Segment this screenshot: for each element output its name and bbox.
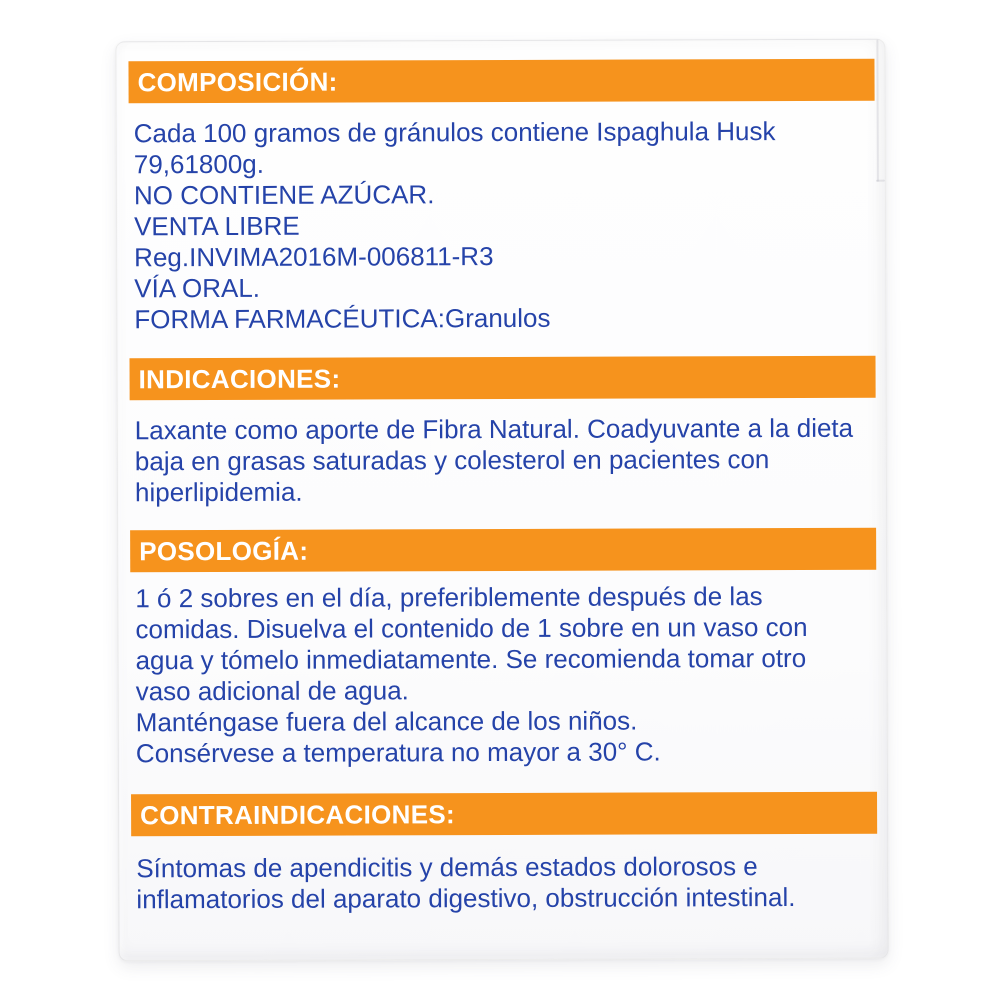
section-header-composicion xyxy=(128,59,874,104)
text-line: Síntomas de apendicitis y demás estados dolorosos e xyxy=(136,851,758,884)
section-heading-label: COMPOSICIÓN: xyxy=(137,66,338,98)
text-line: hiperlipidemia. xyxy=(134,476,303,508)
text-line: comidas. Disuelva el contenido de 1 sobre en un vaso con xyxy=(135,611,808,645)
text-line: vaso adicional de agua. xyxy=(135,675,409,707)
section-body-indicaciones xyxy=(135,413,872,509)
text-line: Reg.INVIMA2016M-006811-R3 xyxy=(134,241,494,273)
section-heading-label: CONTRAINDICACIONES: xyxy=(140,799,455,831)
section-body-posologia xyxy=(135,581,873,770)
text-line: 1 ó 2 sobres en el día, preferiblemente después de las xyxy=(135,581,763,614)
text-line: VENTA LIBRE xyxy=(133,210,300,242)
text-line: baja en grasas saturadas y colesterol en pacientes con xyxy=(134,444,770,477)
text-line: Consérvese a temperatura no mayor a 30° C. xyxy=(135,736,661,769)
text-line: Cada 100 gramos de gránulos contiene Ispaghula Husk xyxy=(133,116,776,149)
section-header-indicaciones xyxy=(130,356,876,401)
section-heading-label: POSOLOGÍA: xyxy=(139,535,309,567)
carton-flap-crease-vertical xyxy=(876,40,878,182)
text-line: inflamatorios del aparato digestivo, obstrucción intestinal. xyxy=(136,881,796,915)
section-heading-label: INDICACIONES: xyxy=(138,363,341,395)
medicine-box-back-panel xyxy=(115,39,888,962)
text-line: Manténgase fuera del alcance de los niños. xyxy=(135,705,638,738)
section-body-contraindicaciones xyxy=(136,851,873,916)
text-line: NO CONTIENE AZÚCAR. xyxy=(133,179,435,211)
section-header-contraindicaciones xyxy=(131,792,877,837)
section-body-composicion xyxy=(134,116,872,336)
section-header-posologia xyxy=(130,528,876,573)
text-line: FORMA FARMACÉUTICA:Granulos xyxy=(134,302,551,335)
text-line: Laxante como aporte de Fibra Natural. Coadyuvante a la dieta xyxy=(134,412,854,446)
text-line: 79,61800g. xyxy=(133,148,265,180)
carton-flap-crease-horizontal xyxy=(876,180,885,182)
text-line: VÍA ORAL. xyxy=(134,272,261,304)
text-line: agua y tómelo inmediatamente. Se recomienda tomar otro xyxy=(135,642,807,676)
